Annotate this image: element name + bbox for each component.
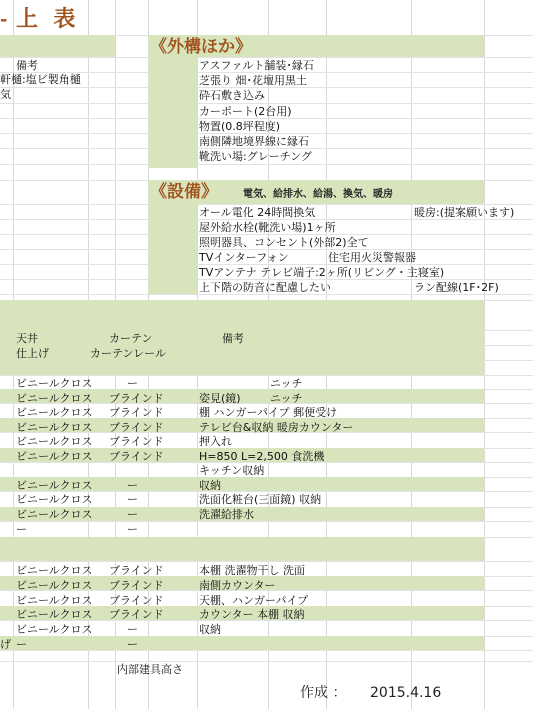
cell-curtain: ブラインド xyxy=(109,392,164,405)
equipment-item: 上下階の防音に配慮したい xyxy=(199,281,331,294)
cell-note: テレビ台&収納 暖房カウンター xyxy=(199,421,354,434)
equipment-left-band xyxy=(148,204,197,294)
exterior-item: 砕石敷き込み xyxy=(199,89,265,102)
cell-note: 姿見(鏡) xyxy=(199,392,241,405)
cell-ceiling: ビニールクロス xyxy=(16,508,93,521)
cell-ceiling: ビニールクロス xyxy=(16,608,93,621)
cell-lead: げ xyxy=(0,638,11,651)
cell-note: 天棚、ハンガーパイプ xyxy=(199,594,309,607)
cell-ceiling: ビニールクロス xyxy=(16,564,93,577)
cell-note: 洗面化粧台(三面鏡) 収納 xyxy=(199,493,322,506)
band-row xyxy=(0,537,484,561)
equipment-item: 屋外給水栓(靴洗い場)1ヶ所 xyxy=(199,221,336,234)
header-ceiling: 天井 xyxy=(16,332,38,345)
exterior-heading: 《外構ほか》 xyxy=(150,37,252,57)
header-notes: 備考 xyxy=(222,332,244,345)
cell-curtain: ブラインド xyxy=(109,579,164,592)
cell-ceiling: ー xyxy=(16,638,27,651)
exterior-item: 物置(0.8坪程度) xyxy=(199,120,281,133)
equipment-subtitle: 電気、給排水、給湯、換気、暖房 xyxy=(243,189,393,200)
cell-curtain: ー xyxy=(127,479,138,492)
cell-note: カウンター 本棚 収納 xyxy=(199,608,305,621)
cell-note: 本棚 洗濯物干し 洗面 xyxy=(199,564,305,577)
cell-ceiling: ビニールクロス xyxy=(16,421,93,434)
cell-ceiling: ビニールクロス xyxy=(16,450,93,463)
cell-curtain: ブラインド xyxy=(109,406,164,419)
row-gridline xyxy=(0,661,533,662)
page-title: 上 表 xyxy=(16,6,76,32)
cell-ceiling: ビニールクロス xyxy=(16,392,93,405)
cell-curtain: ブラインド xyxy=(109,564,164,577)
band-row xyxy=(0,636,484,650)
header-curtain: カーテン xyxy=(109,332,153,345)
row-gridline xyxy=(0,561,533,562)
header-band xyxy=(0,35,115,57)
created-date: 2015.4.16 xyxy=(370,685,442,701)
cell-ceiling: ビニールクロス xyxy=(16,594,93,607)
exterior-item: 芝張り 畑･花壇用黒土 xyxy=(199,74,307,87)
subheader-curtain: カーテンレール xyxy=(90,347,166,360)
cell-note: 南側カウンター xyxy=(199,579,276,592)
cell-note: 収納 xyxy=(199,479,221,492)
cell-curtain: ブラインド xyxy=(109,450,164,463)
cell-curtain: ー xyxy=(127,377,138,390)
exterior-item: 靴洗い場:グレーチング xyxy=(199,150,312,163)
equipment-note: 暖房:(提案願います) xyxy=(414,206,515,219)
equipment-item: 住宅用火災警報器 xyxy=(328,251,416,264)
left-notes-header: 備考 xyxy=(16,59,38,72)
equipment-heading: 《設備》 xyxy=(150,182,218,202)
cell-curtain: ー xyxy=(127,523,138,536)
cell-curtain: ー xyxy=(127,508,138,521)
equipment-item: 照明器具、コンセント(外部2)全て xyxy=(199,236,369,249)
cell-note-extra: ニッチ xyxy=(270,392,303,405)
left-note-gutter: 軒樋:塩ビ製角樋 xyxy=(0,73,81,86)
cell-curtain: ブラインド xyxy=(109,594,164,607)
exterior-left-band xyxy=(148,57,197,168)
cell-ceiling: ー xyxy=(16,523,27,536)
cell-ceiling: ビニールクロス xyxy=(16,493,93,506)
cell-ceiling: ビニールクロス xyxy=(16,435,93,448)
gridline xyxy=(484,0,485,709)
row-gridline xyxy=(0,650,533,651)
cell-note: 棚 ハンガーパイプ 郵便受け xyxy=(199,406,338,419)
equipment-item: TVアンテナ テレビ端子:2ヶ所(リビング・主寝室) xyxy=(199,266,445,279)
exterior-item: 南側隣地境界線に縁石 xyxy=(199,135,309,148)
cell-curtain: ー xyxy=(127,493,138,506)
title-dash: - xyxy=(0,9,8,30)
subheader-ceiling: 仕上げ xyxy=(16,347,49,360)
cell-note: 押入れ xyxy=(199,435,232,448)
cell-note: キッチン収納 xyxy=(199,464,265,477)
cell-note: 収納 xyxy=(199,623,221,636)
cell-note: 洗濯給排水 xyxy=(199,508,254,521)
left-note-cell: 気 xyxy=(0,88,11,101)
cell-note: H=850 L=2,500 食洗機 xyxy=(199,450,325,463)
cell-note-extra: ニッチ xyxy=(270,377,303,390)
created-label: 作成 ： xyxy=(300,685,347,701)
cell-ceiling: ビニールクロス xyxy=(16,579,93,592)
cell-curtain: ブラインド xyxy=(109,608,164,621)
equipment-item: オール電化 24時間換気 xyxy=(199,206,316,219)
cell-ceiling: ビニールクロス xyxy=(16,623,93,636)
cell-curtain: ー xyxy=(127,623,138,636)
cell-curtain: ー xyxy=(127,638,138,651)
row-gridline xyxy=(0,164,533,165)
exterior-item: アスファルト舗装･縁石 xyxy=(199,59,314,72)
equipment-item: TVインターフォン xyxy=(199,251,289,264)
cell-curtain: ブラインド xyxy=(109,435,164,448)
cell-ceiling: ビニールクロス xyxy=(16,479,93,492)
cell-curtain: ブラインド xyxy=(109,421,164,434)
equipment-note: ラン配線(1F･2F) xyxy=(414,281,499,294)
cell-ceiling: ビニールクロス xyxy=(16,377,93,390)
cell-ceiling: ビニールクロス xyxy=(16,406,93,419)
band-row xyxy=(0,360,484,375)
interior-height-label: 内部建具高さ xyxy=(117,663,183,676)
exterior-item: カーポート(2台用) xyxy=(199,105,292,118)
